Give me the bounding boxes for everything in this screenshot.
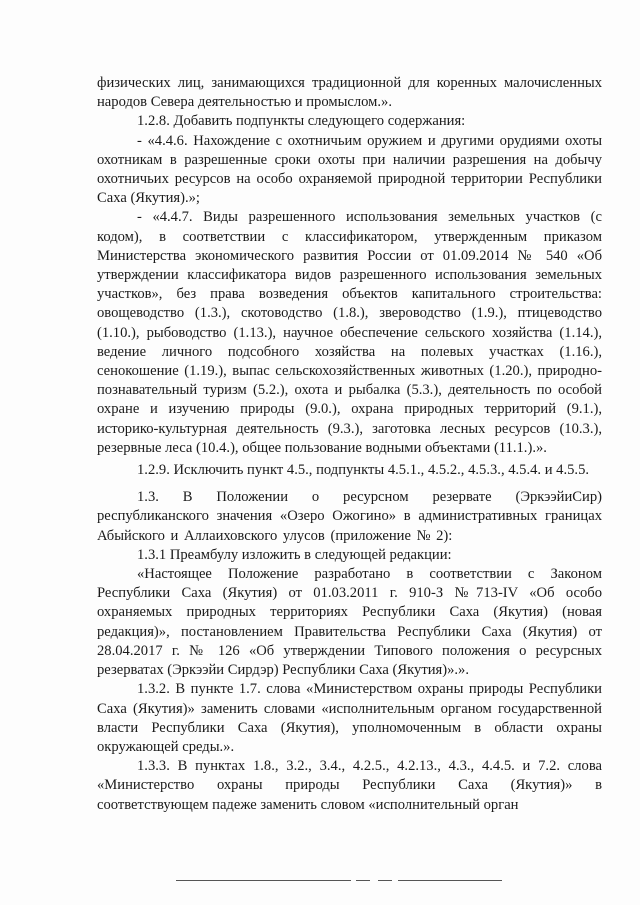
paragraph-preamble: «Настоящее Положение разработано в соответствии с Законом Республики Саха (Якутия) от 01.03.2011 г. 910-З №713-IV «Об особо охраняемых природных территориях Республики Саха (Якутия) (новая редакция)», постановлением Правительства Республики Саха (Якутия) от 28.04.2017 г. № 126 «Об утверждении Типового положения о ресурсных резерватах (Эркээйи Сирдэр) Республики Саха (Якутия)».». <box>97 566 602 679</box>
paragraph-1-2-8: 1.2.8. Добавить подпункты следующего содержания: <box>137 113 466 130</box>
footer-rule-mark-2 <box>378 880 392 881</box>
paragraph-1-3-2: 1.3.2. В пункте 1.7. слова «Министерством охраны природы Республики Саха (Якутия)» заменить словами «исполнительным органом государственной власти Республики Саха (Якутия), уполномоченным в области охраны окружающей среды.». <box>97 681 602 755</box>
footer-rule-mark-1 <box>356 880 370 881</box>
paragraph-1-3-3: 1.3.3. В пунктах 1.8., 3.2., 3.4., 4.2.5., 4.2.13., 4.3., 4.4.5. и 7.2. слова «Министерство охраны природы Республики Саха (Якутия)» в соответствующем падеже заменить словом «исполнительный орган <box>97 758 602 813</box>
paragraph-1-3-1: 1.3.1 Преамбулу изложить в следующей редакции: <box>137 546 452 563</box>
paragraph-1-2-9: 1.2.9. Исключить пункт 4.5., подпункты 4.5.1., 4.5.2., 4.5.3., 4.5.4. и 4.5.5. <box>137 462 590 479</box>
paragraph-1-3: 1.3. В Положении о ресурсном резервате (ЭркээйиСир) республиканского значения «Озеро Ожогино» в административных границах Абыйского и Аллаиховского улусов (приложение № 2): <box>97 489 602 544</box>
paragraph-4-4-6: - «4.4.6. Нахождение с охотничьим оружием и другими орудиями охоты охотникам в разрешенные сроки охоты при наличии разрешения на добычу охотничьих ресурсов на особо охраняемой природной территории Республики Саха (Якутия).»; <box>97 132 602 207</box>
footer-rule-right <box>398 880 502 881</box>
document-body <box>97 74 602 815</box>
paragraph-continuation: физических лиц, занимающихся традиционной для коренных малочисленных народов Севера деятельностью и промыслом.». <box>97 75 602 111</box>
footer-rule-left <box>176 880 351 881</box>
paragraph-4-4-7: - «4.4.7. Виды разрешенного использования земельных участков (с кодом), в соответствии с классификатором, утвержденным приказом Министерства экономического развития России от 01.09.2014 № 540 «Об утверждении классификатора видов разрешенного использования земельных участков», без права возведения объектов капитального строительства: овощеводство (1.3.), скотоводство (1.8.), звероводство (1.9.), птицеводство (1.10.), рыбоводство (1.13.), научное обеспечение сельского хозяйства (1.14.), ведение личного подсобного хозяйства на полевых участках (1.16.), сенокошение (1.19.), выпас сельскохозяйственных животных (1.20.), природно-познавательный туризм (5.2.), охота и рыбалка (5.3.), деятельность по особой охране и изучению природы (9.0.), охрана природных территорий (9.1.), историко-культурная деятельность (9.3.), заготовка лесных ресурсов (10.3.), резервные леса (10.4.), общее пользование водными объектами (11.1.).». <box>97 209 602 456</box>
